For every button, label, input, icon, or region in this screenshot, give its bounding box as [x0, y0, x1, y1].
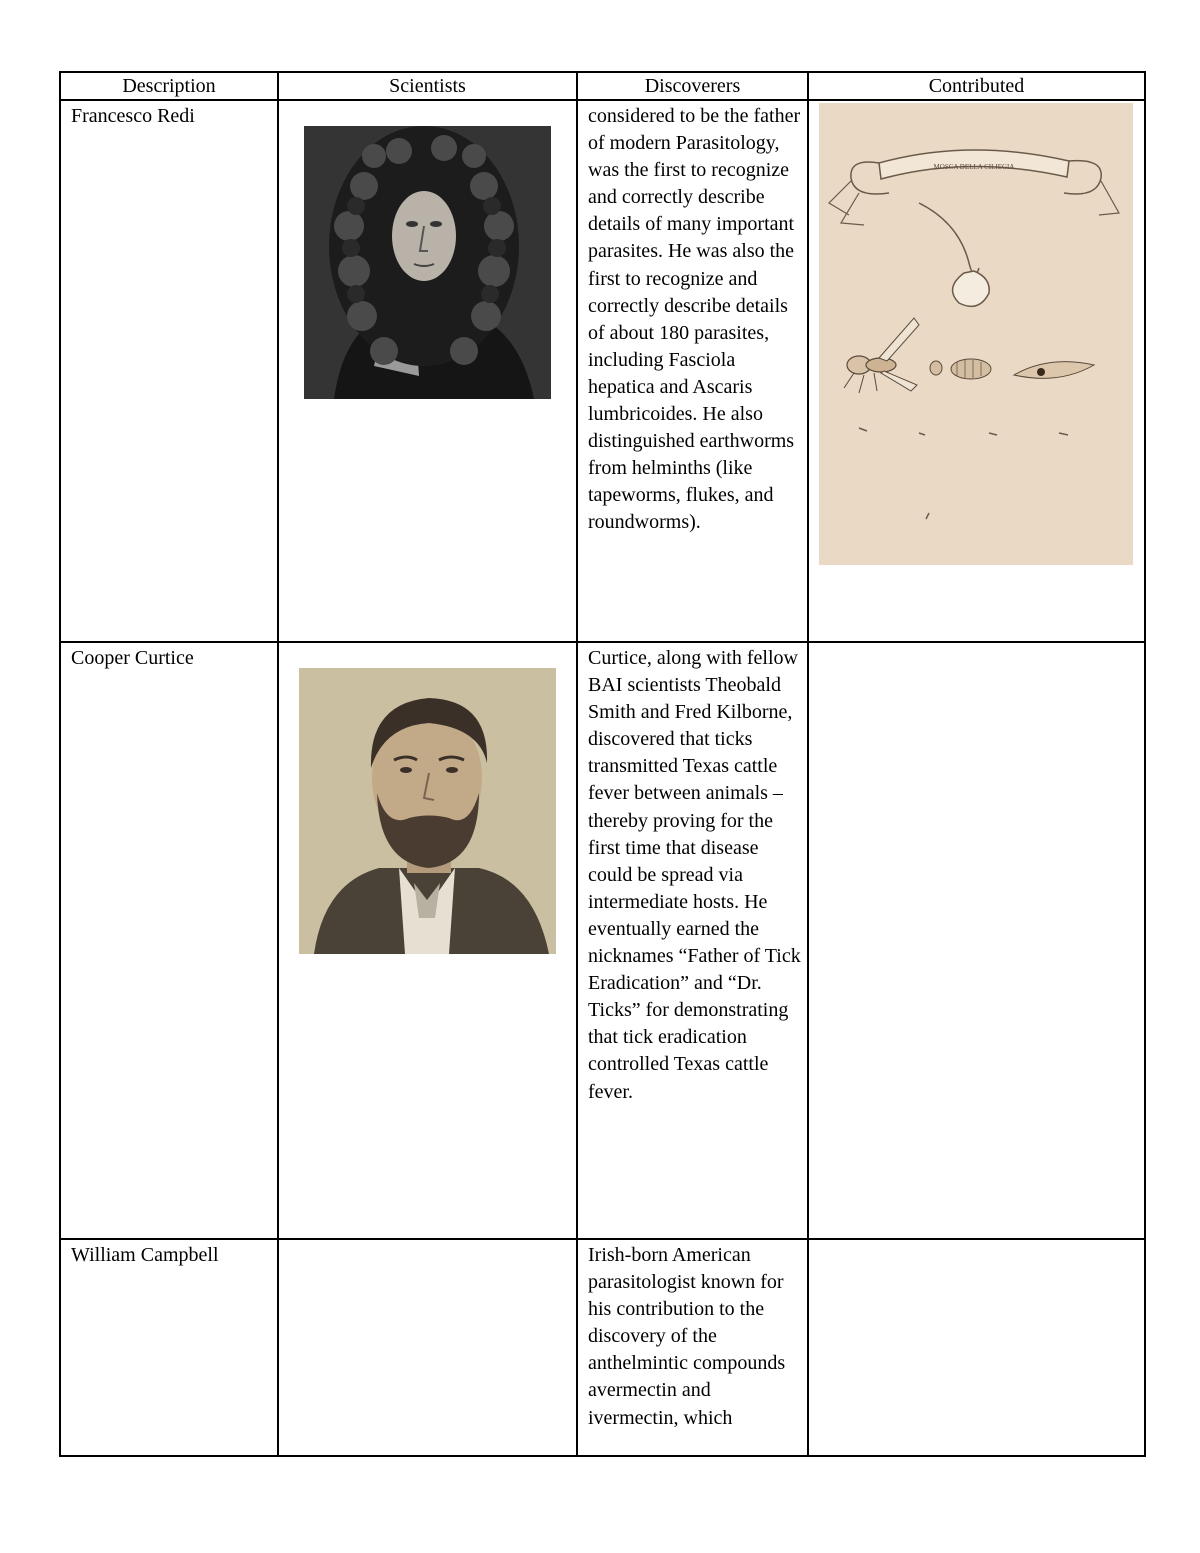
engraved-portrait-icon — [304, 126, 551, 399]
header-contributed: Contributed — [808, 72, 1145, 100]
table-row — [60, 100, 1145, 642]
scientist-photo-cell — [278, 1239, 577, 1456]
table-row — [60, 1239, 1145, 1456]
contribution-cell — [808, 1239, 1145, 1456]
scientist-name: William Campbell — [60, 1239, 278, 1456]
table-row — [60, 642, 1145, 1239]
scientist-photo-cell — [278, 100, 577, 642]
discovery-text: Curtice, along with fellow BAI scientists Theobald Smith and Fred Kilborne, discovered that ticks transmitted Texas cattle fever between animals – thereby proving for the first time that disease could be spread via intermediate hosts. He eventually earned the nicknames “Father of Tick Eradication” and “Dr. Ticks” for demonstrating that tick eradication controlled Texas cattle fever. — [577, 642, 808, 1239]
banner-caption: MOSCA DELLA CILIEGIA — [933, 163, 1015, 171]
discovery-text: considered to be the father of modern Parasitology, was the first to recognize and correctly describe details of many important parasites. He was also the first to recognize and correctly describe details of about 180 parasites, including Fasciola hepatica and Ascaris lumbricoides. He also distinguished earthworms from helminths (like tapeworms, flukes, and roundworms). — [577, 100, 808, 642]
sepia-portrait-icon — [299, 668, 556, 954]
scientist-name: Cooper Curtice — [60, 642, 278, 1239]
scientist-name: Francesco Redi — [60, 100, 278, 642]
header-discoverers: Discoverers — [577, 72, 808, 100]
contribution-cell — [808, 642, 1145, 1239]
scientist-photo-cell — [278, 642, 577, 1239]
header-row — [60, 72, 1145, 100]
insect-drawing-icon — [819, 103, 1133, 565]
scientists-table — [59, 71, 1146, 1457]
discovery-text: Irish-born American parasitologist known for his contribution to the discovery of the anthelmintic compounds avermectin and ivermectin, which — [577, 1239, 808, 1456]
header-description: Description — [60, 72, 278, 100]
contribution-cell — [808, 100, 1145, 642]
header-scientists: Scientists — [278, 72, 577, 100]
